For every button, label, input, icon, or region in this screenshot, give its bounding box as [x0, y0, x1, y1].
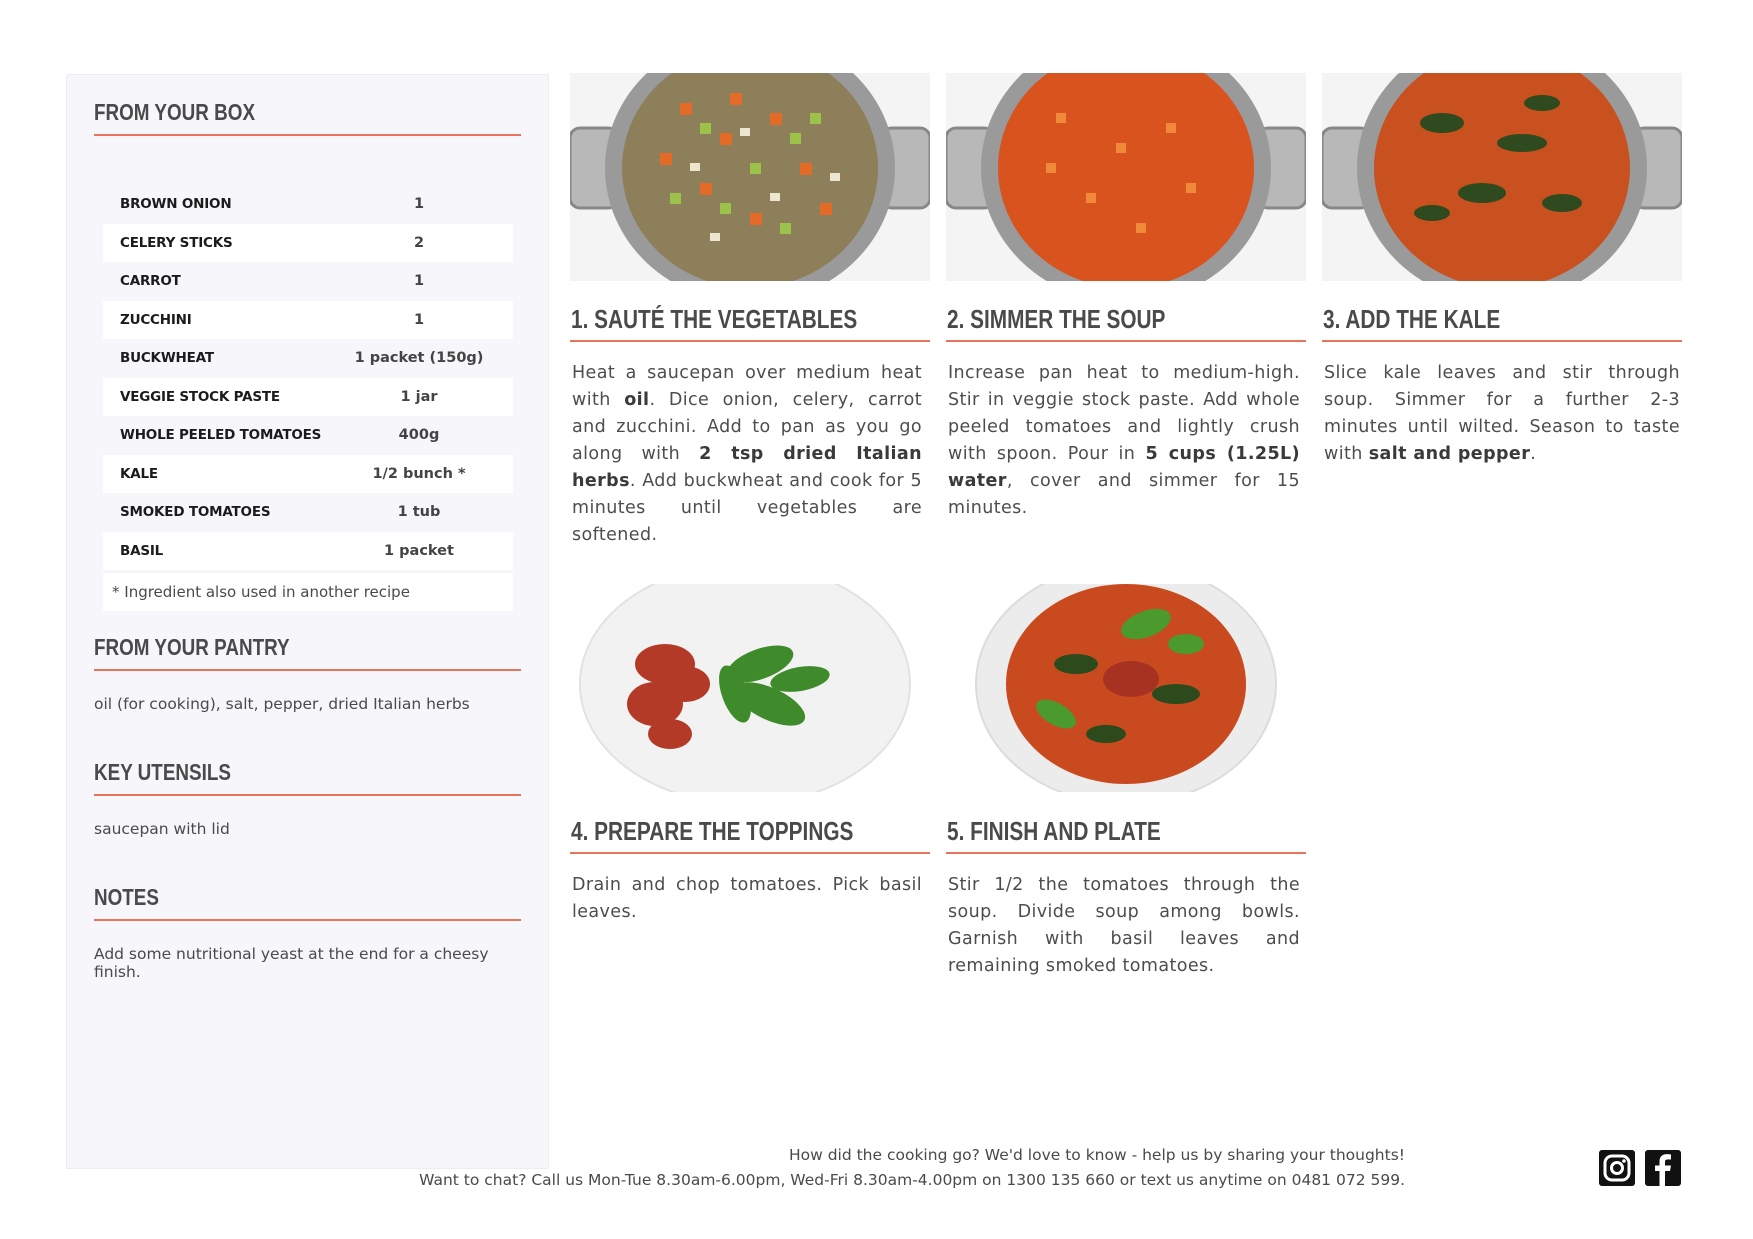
ingredient-name: ZUCCHINI [120, 311, 192, 328]
ingredient-name: KALE [120, 465, 158, 482]
ingredient-row [103, 532, 513, 571]
step-rule [1322, 340, 1682, 342]
ingredient-row [103, 224, 513, 263]
step-text-segment: Stir 1/2 the tomatoes through the soup. Divide soup among bowls. Garnish with basil leaves and remaining smoked tomatoes. [948, 875, 1300, 976]
ingredient-row [103, 339, 513, 378]
step-5-photo [946, 584, 1306, 792]
ingredient-row [103, 185, 513, 224]
notes-text: Add some nutritional yeast at the end for a cheesy finish. [94, 945, 489, 981]
step-1-photo [570, 73, 930, 281]
ingredient-qty: 1 tub [397, 504, 441, 521]
step-5-title: 5. FINISH AND PLATE [947, 816, 1161, 846]
pantry-text: oil (for cooking), salt, pepper, dried Italian herbs [94, 695, 470, 713]
step-text-segment: . [1530, 444, 1537, 464]
ingredient-qty: 400g [398, 427, 440, 444]
utensils-text: saucepan with lid [94, 820, 230, 838]
step-text-bold: salt and pepper [1368, 444, 1531, 464]
heading-rule [94, 669, 521, 671]
step-rule [570, 852, 930, 854]
from-your-box-heading: FROM YOUR BOX [94, 99, 256, 125]
ingredient-qty: 1 [413, 273, 425, 290]
step-2-text [948, 360, 1300, 522]
step-3-photo [1322, 73, 1682, 281]
ingredient-name: BUCKWHEAT [120, 350, 214, 367]
step-text-segment: . Add buckwheat and cook for 5 minutes until vegetables are softened. [572, 471, 922, 545]
from-your-pantry-heading: FROM YOUR PANTRY [94, 634, 290, 660]
ingredient-qty: 1/2 bunch * [372, 465, 466, 482]
step-text-segment: , cover and simmer for 15 minutes. [948, 471, 1300, 518]
step-4-title: 4. PREPARE THE TOPPINGS [571, 816, 854, 846]
contact-text: Want to chat? Call us Mon-Tue 8.30am-6.00pm, Wed-Fri 8.30am-4.00pm on 1300 135 660 or text us anytime on 0481 072 599. [419, 1171, 1405, 1189]
step-2-title: 2. SIMMER THE SOUP [947, 304, 1166, 334]
step-text-segment: Heat a saucepan over medium heat with [572, 363, 922, 410]
ingredient-row [103, 301, 513, 340]
ingredient-qty: 2 [413, 234, 425, 251]
step-3-title: 3. ADD THE KALE [1323, 304, 1501, 334]
ingredients-panel [66, 74, 549, 1169]
ingredient-qty: 1 [413, 311, 425, 328]
ingredient-qty: 1 [413, 196, 425, 213]
facebook-icon[interactable] [1645, 1150, 1681, 1186]
heading-rule [94, 919, 521, 921]
ingredient-row [103, 416, 513, 455]
ingredient-name: BASIL [120, 542, 164, 559]
step-text-bold: oil [624, 390, 650, 410]
step-4-text [572, 872, 922, 926]
ingredient-footnote: * Ingredient also used in another recipe [103, 573, 513, 611]
step-rule [946, 852, 1306, 854]
ingredient-name: SMOKED TOMATOES [120, 504, 271, 521]
step-text-segment: Slice kale leaves and stir through soup. Simmer for a further 2-3 minutes until wilted. Season to taste with [1324, 363, 1680, 464]
feedback-text: How did the cooking go? We'd love to know - help us by sharing your thoughts! [788, 1146, 1405, 1164]
step-4-photo [570, 584, 930, 792]
step-5-text [948, 872, 1300, 980]
heading-rule [94, 134, 521, 136]
ingredient-row [103, 493, 513, 532]
step-1-text [572, 360, 922, 549]
ingredient-row [103, 455, 513, 494]
step-3-text [1324, 360, 1680, 468]
ingredient-name: BROWN ONION [120, 196, 232, 213]
key-utensils-heading: KEY UTENSILS [94, 759, 231, 785]
ingredient-qty: 1 packet (150g) [354, 350, 484, 367]
step-text-segment: . Dice onion, celery, carrot and zucchini. Add to pan as you go along with [572, 390, 922, 464]
step-rule [570, 340, 930, 342]
step-text-segment: Increase pan heat to medium-high. Stir in veggie stock paste. Add whole peeled tomatoes and lightly crush with spoon. Pour in [948, 363, 1300, 464]
step-2-photo [946, 73, 1306, 281]
step-rule [946, 340, 1306, 342]
ingredient-name: CARROT [120, 273, 181, 290]
heading-rule [94, 794, 521, 796]
ingredient-table [103, 185, 513, 570]
instagram-icon[interactable] [1599, 1150, 1635, 1186]
step-1-title: 1. SAUTÉ THE VEGETABLES [571, 304, 858, 334]
ingredient-row [103, 378, 513, 417]
step-text-bold: 5 cups (1.25L) water [948, 444, 1300, 491]
step-text-bold: 2 tsp dried Italian herbs [572, 444, 922, 491]
notes-heading: NOTES [94, 884, 159, 910]
ingredient-name: VEGGIE STOCK PASTE [120, 388, 280, 405]
ingredient-row [103, 262, 513, 301]
ingredient-name: WHOLE PEELED TOMATOES [120, 427, 322, 444]
ingredient-name: CELERY STICKS [120, 234, 233, 251]
ingredient-qty: 1 packet [384, 542, 454, 559]
ingredient-qty: 1 jar [400, 388, 438, 405]
step-text-segment: Drain and chop tomatoes. Pick basil leaves. [572, 875, 922, 922]
